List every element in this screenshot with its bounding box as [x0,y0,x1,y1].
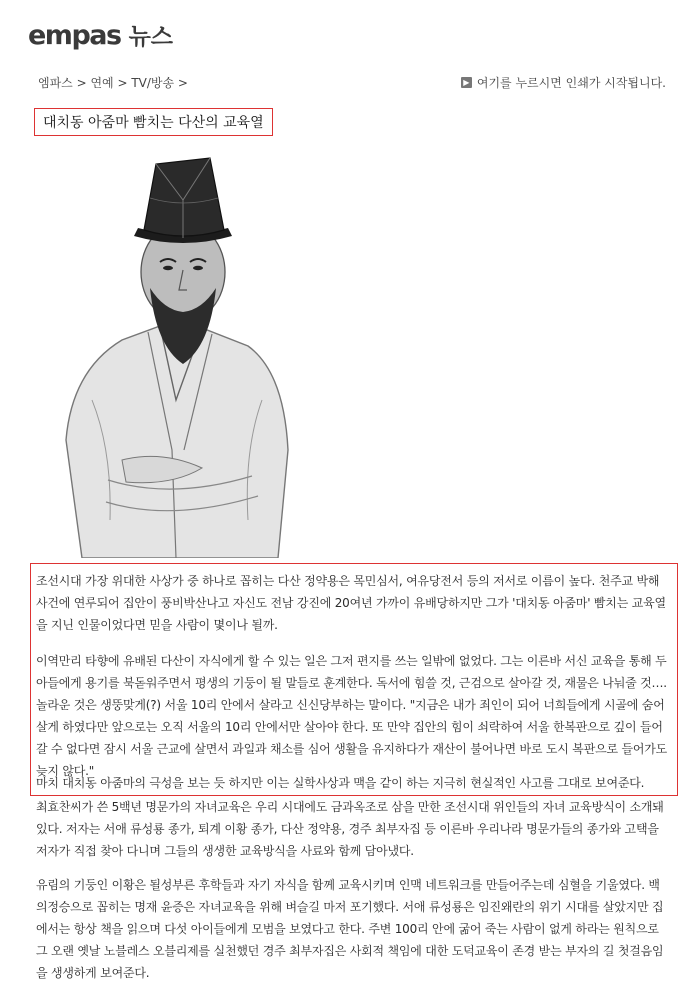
logo-brand: empas [28,20,121,51]
article-paragraph: 최효찬씨가 쓴 5백년 명문가의 자녀교육은 우리 시대에도 금과옥조로 삼을 만한 조선시대 위인들의 자녀 교육방식이 소개돼 있다. 저자는 서애 류성룡 종가, 퇴계 이황 종가, 다산 정약용, 경주 최부자집 등 이른바 우리나라 명문가들의 종가와 고택을 저자가 직접 찾아 다니며 그들의 생생한 교육방식을 사료와 함께 담아냈다. [36,800,664,858]
breadcrumb[interactable]: 엠파스 > 연예 > TV/방송 > [38,76,188,90]
article-paragraph: 유림의 기둥인 이황은 될성부른 후학들과 자기 자식을 함께 교육시키며 인맥 네트워크를 만들어주는데 심혈을 기울였다. 백의정승으로 꼽히는 명재 윤증은 자녀교육을 위해 벼슬길 마저 포기했다. 서애 류성룡은 임진왜란의 위기 시대를 살았지만 집에서는 항상 책을 읽으며 다섯 아이들에게 모범을 보였다고 한다. 주변 100리 안에 굶어 죽는 사람이 없게 하라는 원칙으로 그 오랜 옛날 노블레스 오블리제를 실천했던 경주 최부자집은 사회적 책임에 대한 도덕교육이 존경 받는 부자의 길 첫걸음임을 생생하게 보여준다. [36,878,664,980]
print-link-label: 여기를 누르시면 인쇄가 시작됩니다. [476,76,666,90]
print-link[interactable] [461,74,666,91]
portrait-image [52,150,294,558]
headline-text: 대치동 아줌마 빰치는 다산의 교육열 [43,115,264,131]
article-paragraph: 이역만리 타향에 유배된 다산이 자식에게 할 수 있는 일은 그저 편지를 쓰는 일밖에 없었다. 그는 이른바 서신 교육을 통해 두 아들에게 용기를 북돋워주면서 평생의 기둥이 될 말들로 훈계한다. 독서에 힘쓸 것, 근검으로 살아갈 것, 재물은 나눠줄 것…. 놀라운 것은 생뚱맞게(?) 서울 10리 안에서 살라고 신신당부하는 말이다. "지금은 내가 죄인이 되어 너희들에게 시골에 숨어 살게 하였다만 앞으로는 오직 서울의 10리 안에서만 살아야 한다. 또 만약 집안의 힘이 쇠락하여 서울 한복판으로 깊이 들어갈 수 없다면 잠시 서울 근교에 살면서 과일과 채소를 심어 생활을 유지하다가 재산이 불어나면 바로 도시 복판으로 들어가도 늦지 않다." [36,654,668,778]
site-logo[interactable] [28,18,173,51]
article-paragraph: 조선시대 가장 위대한 사상가 중 하나로 꼽히는 다산 정약용은 목민심서, 여유당전서 등의 저서로 이름이 높다. 천주교 박해사건에 연루되어 집안이 풍비박산나고 자신도 전남 강진에 20여년 가까이 유배당하지만 그가 '대치동 아줌마' 빰치는 교육열을 지닌 인물이었다면 믿을 사람이 몇이나 될까. [36,574,666,632]
article-paragraph: 마치 대치동 아줌마의 극성을 보는 듯 하지만 이는 실학사상과 맥을 같이 하는 지극히 현실적인 사고를 그대로 보여준다. [36,776,645,790]
article-headline [34,108,273,136]
print-arrow-icon: ▶ [461,77,472,88]
logo-section: 뉴스 [128,24,174,50]
